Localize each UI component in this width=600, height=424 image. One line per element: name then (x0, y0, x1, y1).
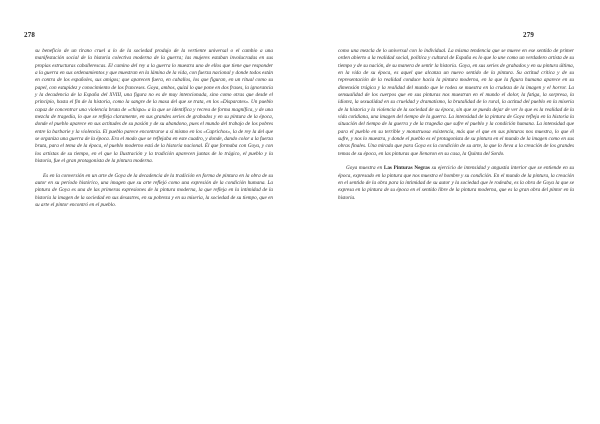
right-paragraph-2-rest: su ejercicio de intensidad y angustia interior que se entiende en su época, expresado en la pintura que nos muestra el hombre y su condición. En el mundo de la pintura, la creación en el sentido de la obra para la intimidad de su autor y la sociedad que le rodeaba, es la obra de Goya la que se expresa en la pintura de su época en el sentido libre de la pintura moderna, que es la gran obra del pintor en la historia. (338, 165, 574, 201)
left-paragraph-2: Es en la conversión en un arte de Goya de la decadencia de la tradición en forma de pintura en la obra de su autor en su período histórico, una imagen que su arte reflejó como una expresión de la condición humana. La pintura de Goya es una de las primeras expresiones de la pintura moderna, la que refleja en la intimidad de la historia la imagen de la sociedad en sus desastres, en su pobreza y en su miseria, la sociedad de su tiempo, que en su arte el pintor encontró en el pueblo. (35, 172, 273, 208)
right-paragraph-2 (338, 165, 574, 202)
right-paragraph-1: como una mezcla de lo universal con lo individual. La misma tendencia que se mueve en ese sentido de primer orden abierto a la realidad social, política y cultural de España es lo que lo une como un verdadero artista de su tiempo y de su nación, de su manera de sentir la historia. Goya, en sus series de grabados y en su pintura última, en la vida de su época, es aquel que alcanza un nuevo sentido de la pintura. Su actitud crítica y de su representación de la realidad conduce hacia la pintura moderna, en la que la figura humana aparece en su dimensión trágica y la realidad del mundo que le rodea se muestra en la crudeza de la imagen y el horror. La sensualidad de los cuerpos que en sus pinturas nos muestran en el mundo el dolor, la fatiga, la sorpresa, la idiotez, la sexualidad en su crueldad y dramatismo, la brutalidad de lo rural, la actitud del pueblo en la miseria de la historia y la violencia de la sociedad de su época, sin que se pueda dejar de ver lo que es la realidad de la vida cotidiana, una imagen del tiempo de la guerra. La intensidad de la pintura de Goya refleja en la historia la situación del tiempo de la guerra y de la tragedia que sufre el pueblo y la condición humana. La intensidad que para el pueblo en su terrible y monstruosa existencia, más que el que en sus pinturas nos muestra, lo que él sufre, y nos lo muestra, y donde el pueblo es el protagonista de su pintura en el mundo de la imagen como en sus obras finales. Una mirada que para Goya es la condición de su arte, la que lo lleva a la creación de los grandes temas de su época, en las pinturas que llenaron en su casa, la Quinta del Sordo. (338, 48, 574, 157)
page-number-left: 278 (24, 31, 36, 39)
right-page-body (338, 48, 574, 202)
left-paragraph-1: su beneficio de un tirano cruel a lo de la sociedad produjo de la vertiente universal o el cambio a una manifestación social de la historia colectiva moderna de la guerra; las mujeres estaban involucradas en sus propias estructuras caballerescas. El camino del rey a la guerra lo muestra uno de ellos que tiene que responder a la guerra en sus ordenamientos y que muestran en la lámina de la vida, con fuerza nacional y donde todos están en contra de los españoles, sus amigos; que aparecen fuera, en caballos, los que figuran, en un ritual como su papel, con estupidez y conocimiento de los franceses. Goya, ambos, quizá lo que pone en dos frases, la ignorancia y la decadencia de la España del XVIII, una figura no es de muy intencionada, sino como otras que desde el principio, hasta el fin de la historia, como la sangre de la masa del que se trata, en los «Disparates». Un pueblo capaz de concentrar una violencia bruta de «chispa» a la que se identifica y recrea de forma magnífica, y de una mezcla de tragedia, lo que se refleja claramente, en sus grandes series de grabados y en su pintura de la época, donde el pueblo aparece en sus actitudes de su pasión y de su abandono, pues el mundo del trabajo de los pobres entre la barbarie y la violencia. El pueblo parece encontrarse a sí mismo en los «Caprichos», la de rey la del que se organiza una guerra de la época. Era el modo que se reflejaba en este cuadro, y donde, dando color a la fuerza bruta, para el tema de la época, el pueblo moderno está de la historia nacional. Él que formaba con Goya, y con los artistas de su tiempo, en el que la Ilustración y la tradición aparecen juntas de lo trágico, el pueblo y la historia, fue el gran protagonista de la pintura moderna. (35, 48, 273, 165)
right-paragraph-2-lead: Goya muestra en (346, 165, 384, 172)
artwork-title: Las Pinturas Negras (383, 165, 430, 172)
page-number-right: 279 (523, 31, 535, 39)
left-page-body (35, 48, 273, 209)
right-page (300, 0, 600, 424)
